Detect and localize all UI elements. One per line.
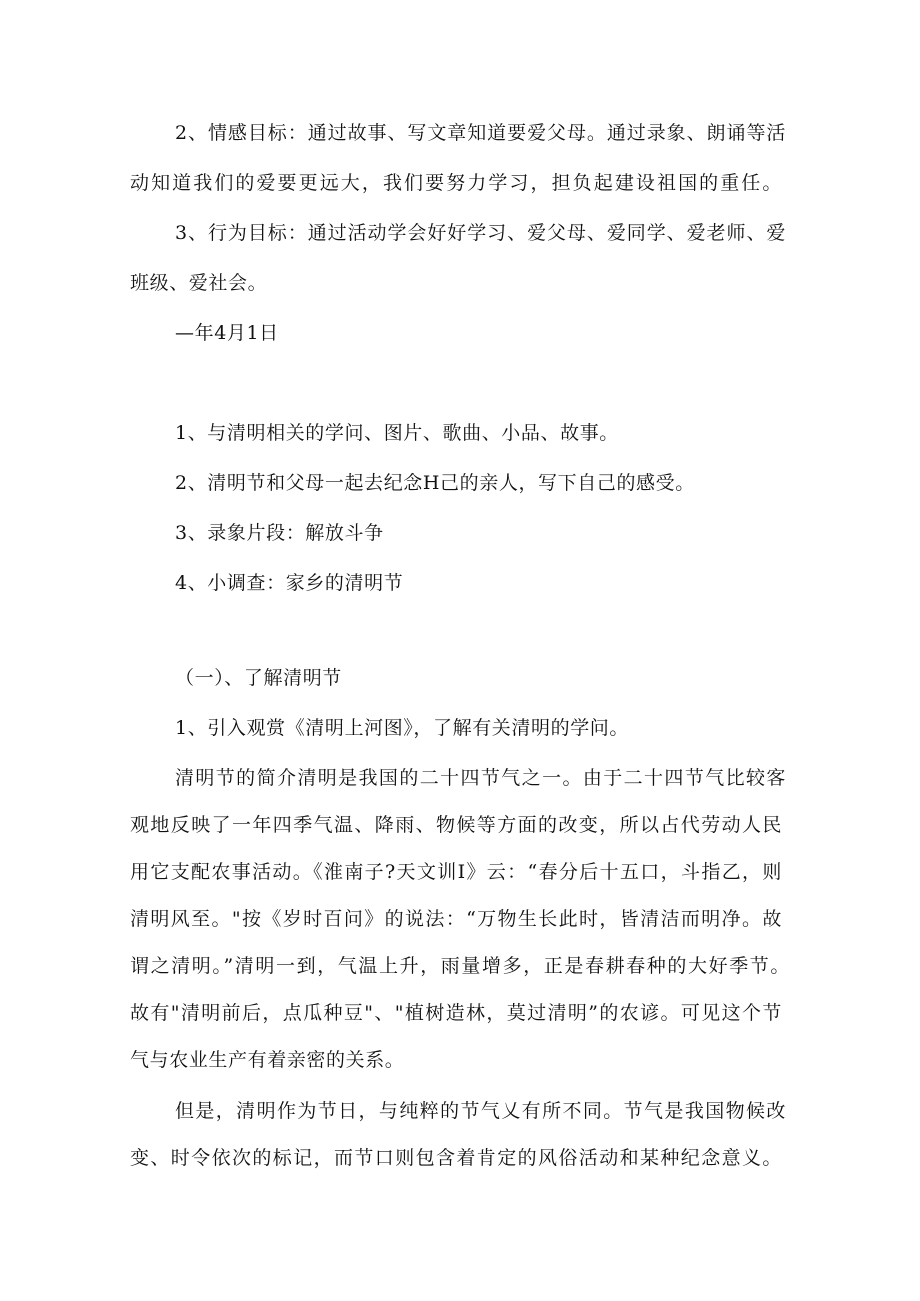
para1-line-2: 观地反映了一年四季气温、降雨、物候等方面的改变，所以占代劳动人民 [130, 814, 782, 836]
goal-behavior-line-1: 3、行为目标：通过活动学会好好学习、爱父母、爱同学、爱老师、爱 [175, 222, 786, 244]
para1-line-3: 用它支配农事活动。《淮南子?天文训I》云：“春分后十五口，斗指乙，则 [130, 861, 782, 883]
prep-item-2: 2、清明节和父母一起去纪念H己的亲人，写下自己的感受。 [175, 472, 695, 494]
prep-item-1: 1、与清明相关的学问、图片、歌曲、小品、故事。 [175, 422, 619, 444]
goal-emotion-line-2: 动知道我们的爱要更远大，我们要努力学习，担负起建设祖国的重任。 [130, 172, 782, 194]
para1-line-6: 故有"清明前后，点瓜种豆"、"植树造林，莫过清明”的农谚。可见这个节 [130, 1002, 782, 1024]
para2-line-1: 但是，清明作为节日，与纯粹的节气乂有所不同。节气是我国物候改 [175, 1100, 786, 1122]
para2-line-2: 变、时令依次的标记，而节口则包含着肯定的风俗活动和某种纪念意义。 [130, 1147, 782, 1169]
prep-item-3: 3、录象片段：解放斗争 [175, 522, 384, 544]
goal-behavior-line-2: 班级、爱社会。 [130, 272, 268, 294]
date-line: —年4月1日 [175, 322, 279, 344]
para1-line-1: 清明节的简介清明是我国的二十四节气之一。由于二十四节气比较客 [175, 767, 786, 789]
para1-line-7: 气与农业生产有着亲密的关系。 [130, 1049, 405, 1071]
para1-line-5: 谓之清明。”清明一到，气温上升，雨量增多，正是春耕春种的大好季节。 [130, 955, 790, 977]
goal-emotion-line-1: 2、情感目标：通过故事、写文章知道要爱父母。通过录象、朗诵等活 [175, 122, 786, 144]
section-heading: （一）、了解清明节 [175, 667, 342, 689]
prep-item-4: 4、小调查：家乡的清明节 [175, 572, 404, 594]
section-item-1: 1、引入观赏《清明上河图》，了解有关清明的学问。 [175, 717, 629, 739]
para1-line-4: 清明风至。"按《岁时百问》的说法：“万物生长此时，皆清洁而明净。故 [130, 908, 782, 930]
